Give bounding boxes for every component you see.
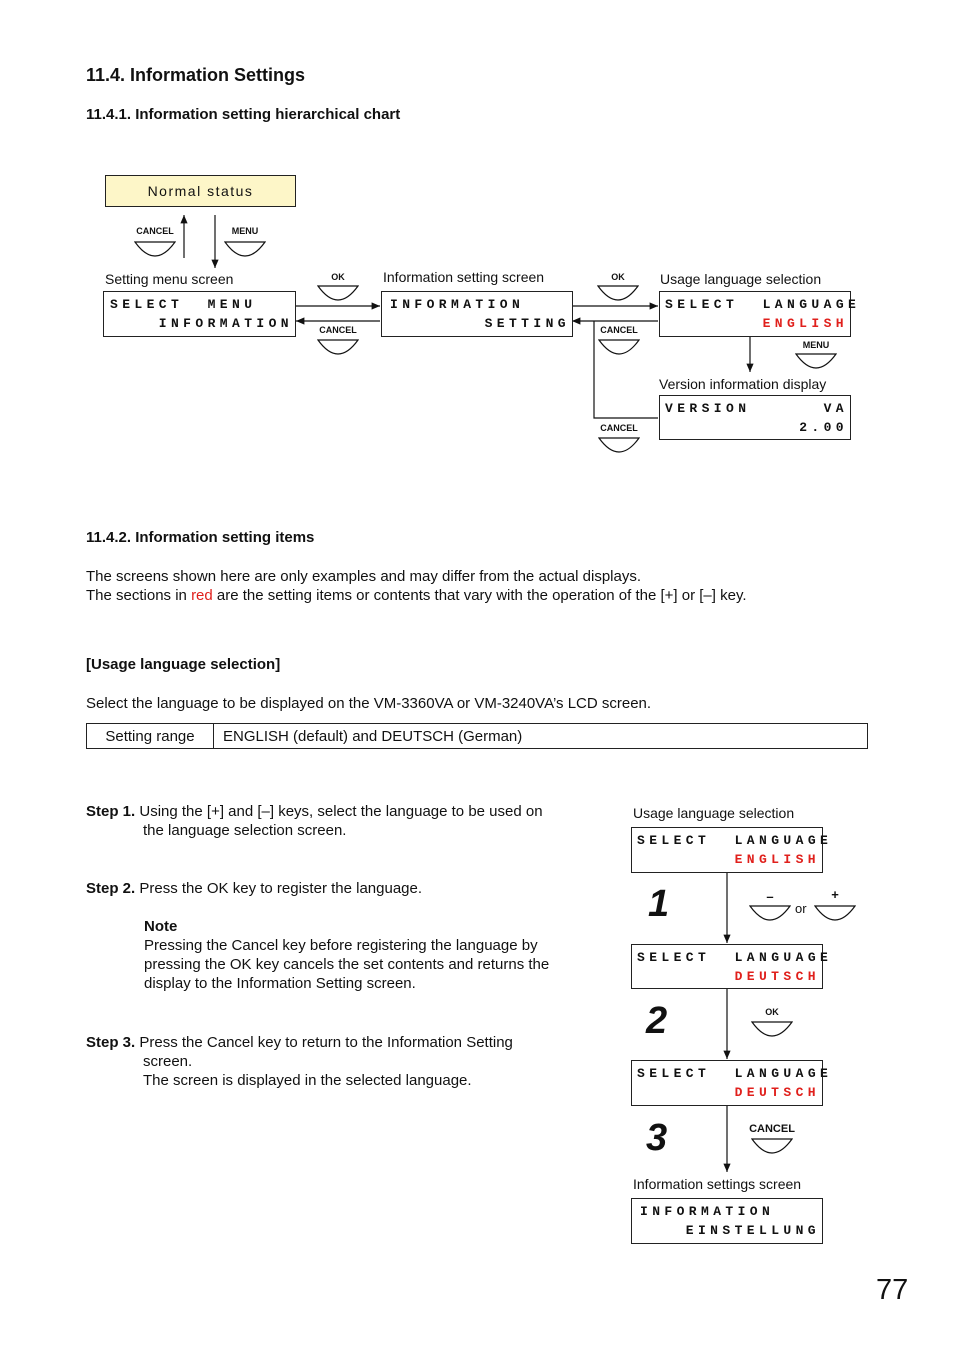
minus-key-label: – [766,889,774,904]
version-caption: Version information display [659,376,827,392]
range-label: Setting range [87,724,214,749]
info-setting-caption: Information setting screen [383,269,545,285]
ok-key-icon[interactable] [751,1020,793,1038]
cancel-key-icon[interactable] [134,240,176,258]
step-text: screen. [143,1053,193,1070]
intro-line-2 [86,586,747,605]
usage-heading: [Usage language selection] [86,656,281,673]
flow-step-number: 1 [648,883,670,925]
cancel-key-icon[interactable] [751,1137,793,1155]
cancel-key-label: CANCEL [600,325,638,335]
lcd-line: VERSION [665,401,751,416]
cancel-key-icon[interactable] [598,436,640,454]
cancel-key-label: CANCEL [749,1123,795,1135]
lcd-line: EINSTELLUNG [685,1223,820,1238]
lcd-line: INFORMATION [158,316,293,331]
lcd-line: 2.00 [799,420,848,435]
step-label: Step 3. [86,1034,136,1051]
flow-lcd-information [631,1198,823,1244]
usage-lcd [659,291,861,337]
chart-connectors [0,0,954,520]
flow-lcd-deutsch-registered [631,1060,833,1106]
cancel-key-label: CANCEL [319,325,357,335]
ok-key-label: OK [331,272,345,282]
lcd-line: ENGLISH [762,316,848,331]
version-lcd [659,395,851,440]
page-number: 77 [876,1274,909,1306]
ok-key-label: OK [765,1007,779,1017]
menu-key-icon[interactable] [224,240,266,258]
menu-key-label: MENU [802,340,830,350]
items-heading: 11.4.2. Information setting items [86,529,315,546]
cancel-key-label: CANCEL [136,226,174,236]
lcd-line: DEUTSCH [734,969,820,984]
ok-key-icon[interactable] [317,284,359,302]
minus-key-icon[interactable] [749,904,791,922]
ok-key-label: OK [611,272,625,282]
intro-line-1: The screens shown here are only examples and may differ from the actual displays. [86,568,641,585]
lcd-line: DEUTSCH [734,1085,820,1100]
flow-step-number: 3 [646,1117,668,1159]
chart-heading: 11.4.1. Information setting hierarchical chart [86,106,401,123]
plus-key-label: + [831,887,839,902]
or-label: or [795,901,807,916]
setting-menu-caption: Setting menu screen [105,271,234,287]
lcd-line: SETTING [484,316,570,331]
flow-lcd-english [631,827,833,873]
lcd-line: INFORMATION [640,1204,775,1219]
lcd-line: INFORMATION [390,297,525,312]
range-value: ENGLISH (default) and DEUTSCH (German) [214,724,868,749]
menu-key-label: MENU [231,226,259,236]
lcd-line: SELECT LANGUAGE [637,950,833,965]
lcd-line: SELECT MENU [110,297,257,312]
ok-key-icon[interactable] [597,284,639,302]
flow-caption-bottom: Information settings screen [633,1176,802,1192]
setting-range-table [86,723,868,749]
section-title: 11.4. Information Settings [86,65,306,85]
lcd-line: SELECT LANGUAGE [637,833,833,848]
intro-red-word: red [191,587,213,604]
lcd-line: SELECT LANGUAGE [665,297,861,312]
note-text: pressing the OK key cancels the set contents and returns the [144,956,550,973]
step-text: the language selection screen. [143,822,347,839]
flow-step-number: 2 [646,1000,668,1042]
note-title: Note [144,918,178,935]
menu-key-icon[interactable] [795,352,837,370]
step-3 [86,1033,578,1090]
step-label: Step 1. [86,803,136,820]
cancel-key-icon[interactable] [317,338,359,356]
step-2 [86,879,578,993]
note-text: display to the Information Setting screen. [144,975,416,992]
note-text: Pressing the Cancel key before registering the language by [144,937,538,954]
normal-status-box: Normal status [105,175,296,207]
usage-description: Select the language to be displayed on the VM-3360VA or VM-3240VA’s LCD screen. [86,695,652,712]
step-text: Press the OK key to register the language. [139,880,423,897]
usage-caption: Usage language selection [660,271,822,287]
flow-lcd-deutsch [631,944,833,989]
intro-text: The sections in [86,587,192,604]
step-label: Step 2. [86,880,136,897]
lcd-line: ENGLISH [734,852,820,867]
cancel-key-label: CANCEL [600,423,638,433]
info-setting-lcd [381,291,573,337]
flow-connectors [600,860,760,1180]
step-text: Press the Cancel key to return to the Information Setting [139,1034,513,1051]
step-text: The screen is displayed in the selected language. [143,1072,472,1089]
intro-text: are the setting items or contents that vary with the operation of the [+] or [–] key. [212,587,747,604]
plus-key-icon[interactable] [814,904,856,922]
step-1 [86,802,578,840]
cancel-key-icon[interactable] [598,338,640,356]
lcd-line: VA [823,401,848,416]
lcd-line: SELECT LANGUAGE [637,1066,833,1081]
step-text: Using the [+] and [–] keys, select the language to be used on [139,803,543,820]
flow-caption-top: Usage language selection [633,805,795,821]
setting-menu-lcd [103,291,296,337]
